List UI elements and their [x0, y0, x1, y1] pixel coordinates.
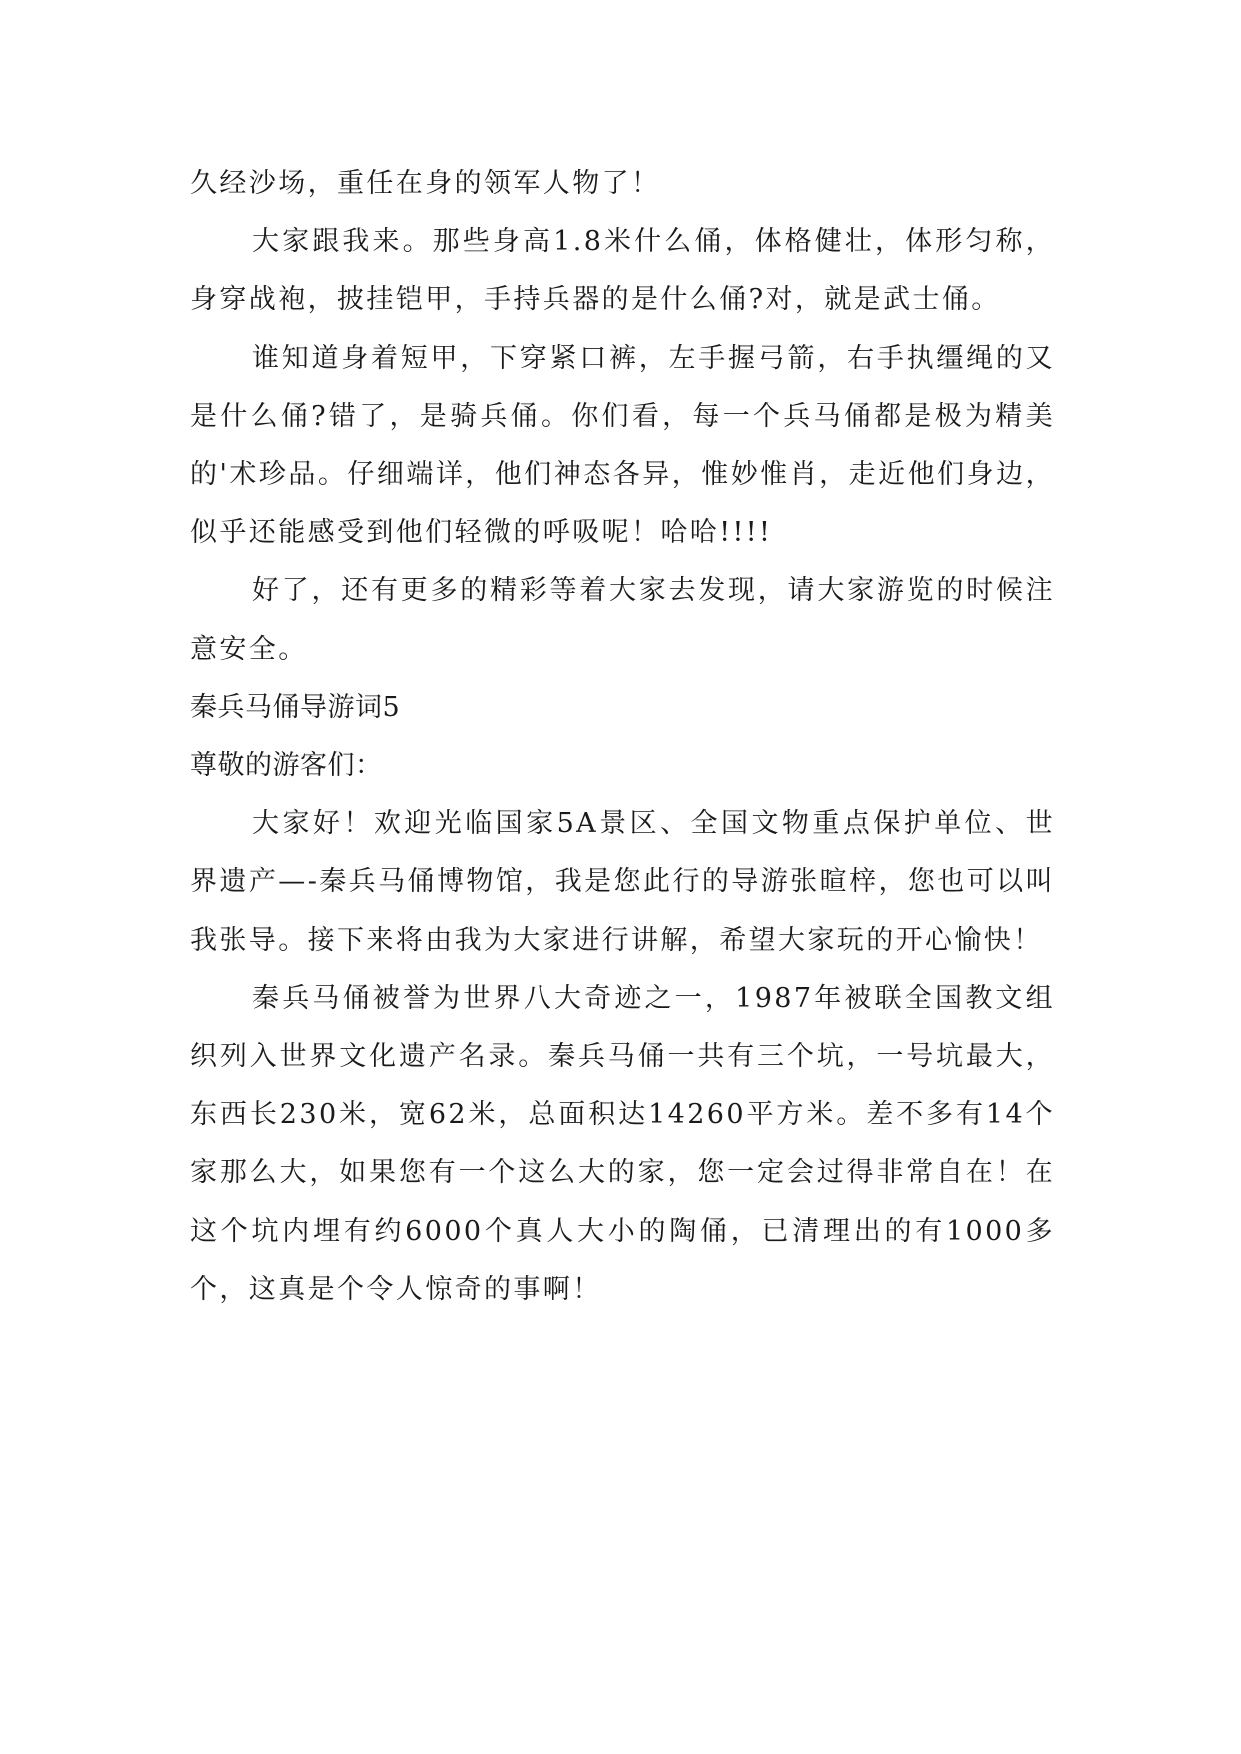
document-body: [190, 155, 1055, 1319]
section-heading: 秦兵马俑导游词5: [190, 691, 401, 723]
paragraph-cavalry-figures: 谁知道身着短甲，下穿紧口裤，左手握弓箭，右手执缰绳的又是什么俑?错了，是骑兵俑。你们看，每一个兵马俑都是极为精美的'术珍品。仔细端详，他们神态各异，惟妙惟肖，走近他们身边，似乎还能感受到他们轻微的呼吸呢！哈哈!!!!: [190, 342, 1055, 549]
paragraph-welcome: 大家好！欢迎光临国家5A景区、全国文物重点保护单位、世界遗产—-秦兵马俑博物馆，我是您此行的导游张暄梓，您也可以叫我张导。接下来将由我为大家进行讲解，希望大家玩的开心愉快！: [190, 808, 1055, 956]
paragraph-warrior-figures: 大家跟我来。那些身高1.8米什么俑，体格健壮，体形匀称，身穿战袍，披挂铠甲，手持兵器的是什么俑?对，就是武士俑。: [190, 226, 1055, 316]
greeting-line: 尊敬的游客们：: [190, 750, 383, 782]
paragraph-pit-one: 秦兵马俑被誉为世界八大奇迹之一，1987年被联全国教文组织列入世界文化遗产名录。秦兵马俑一共有三个坑，一号坑最大，东西长230米，宽62米，总面积达14260平方米。差不多有14个家那么大，如果您有一个这么大的家，您一定会过得非常自在！在这个坑内埋有约6000个真人大小的陶俑，已清理出的有1000多个，这真是个令人惊奇的事啊！: [190, 982, 1055, 1305]
paragraph-continuation: 久经沙场，重任在身的领军人物了！: [190, 168, 661, 199]
paragraph-closing-remarks: 好了，还有更多的精彩等着大家去发现，请大家游览的时候注意安全。: [190, 575, 1055, 665]
